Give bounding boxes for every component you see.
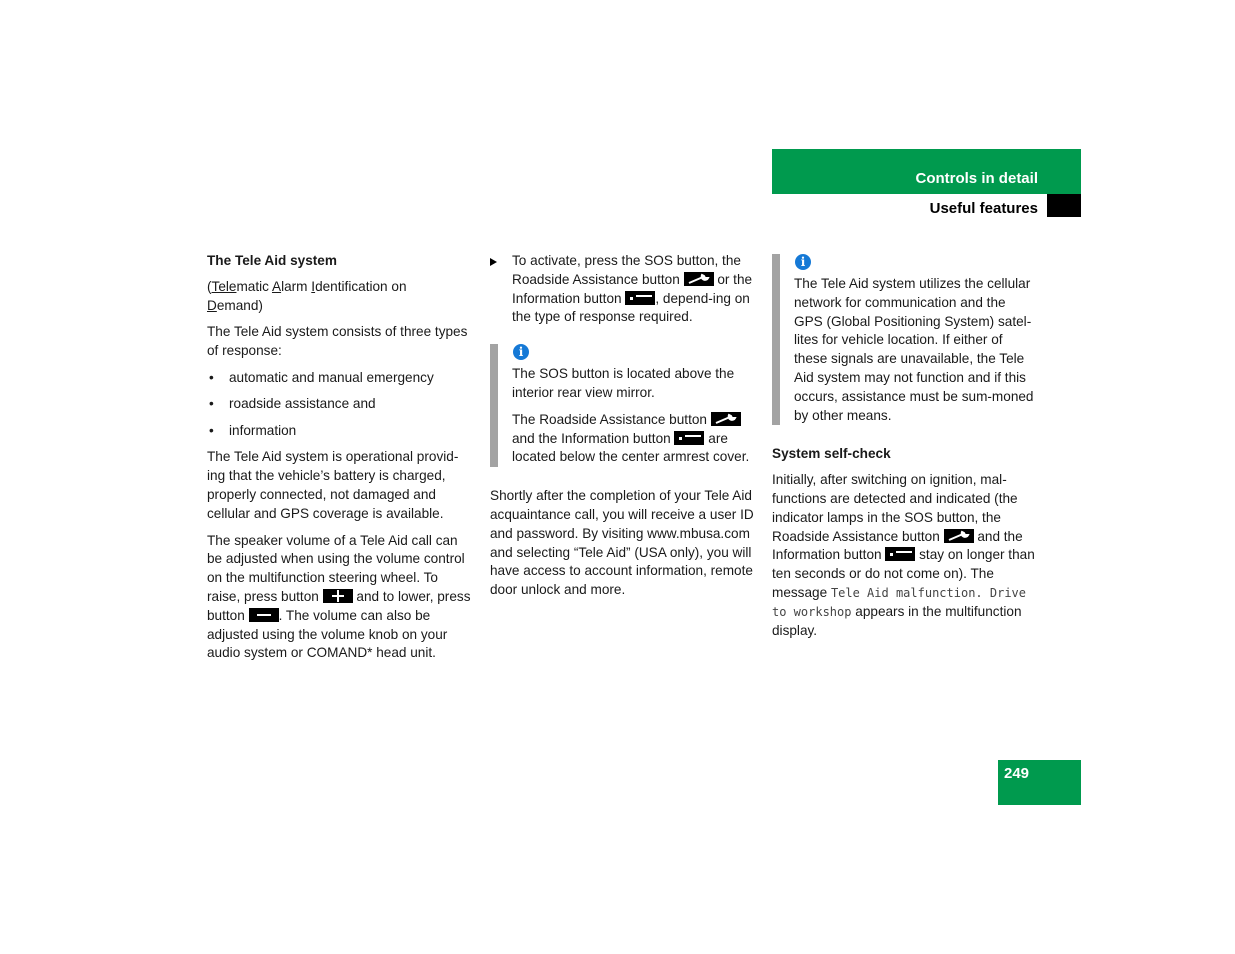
section-title: Controls in detail <box>915 170 1038 187</box>
malfunction-message: Tele Aid malfunction. Drive to workshop <box>772 585 1027 619</box>
volume-paragraph: The speaker volume of a Tele Aid call can be adjusted when using the volume control on the multifunction steering wheel. To raise, press button and to lower, press button . The volume can also be adjusted using the volume knob on your audio system or COMAND* head unit. <box>207 532 471 661</box>
response-intro: The Tele Aid system consists of three types of response: <box>207 324 468 359</box>
plus-button-icon <box>323 589 353 603</box>
information-button-icon <box>674 431 704 445</box>
roadside-assistance-button-icon <box>944 529 974 543</box>
button-location-note <box>490 344 756 467</box>
signal-note-text: The Tele Aid system utilizes the cellular network for communication and the GPS (Global Positioning System) satel-lites for vehicle location. If either of these signals are unavailable, the Tele Aid system may not function and if this occurs, assistance must be sum-moned by other means. <box>794 276 1034 423</box>
tele-aid-heading: The Tele Aid system <box>207 253 337 268</box>
activation-step: To activate, press the SOS button, the Roadside Assistance button or the Information button , depend-ing on the type of response required. <box>490 252 756 327</box>
column-3 <box>772 252 1038 648</box>
self-check-heading: System self-check <box>772 446 891 462</box>
info-icon: i <box>795 254 811 270</box>
information-button-icon <box>625 291 655 305</box>
column-1 <box>207 252 473 671</box>
minus-button-icon <box>249 608 279 622</box>
info-icon: i <box>513 344 529 360</box>
subsection-title: Useful features <box>929 200 1038 217</box>
note-bar <box>772 254 780 425</box>
account-paragraph: Shortly after the completion of your Tele Aid acquaintance call, you will receive a user ID and password. By visiting www.mbusa.com and selecting “Tele Aid” (USA only), you will have access to account information, remote door unlock and more. <box>490 488 754 598</box>
acronym-expansion: (Telematic Alarm Identification on Demand) <box>207 278 407 313</box>
signal-note <box>772 254 1038 425</box>
response-list <box>207 369 473 441</box>
note-bar <box>490 344 498 467</box>
sos-location-text: The SOS button is located above the interior rear view mirror. <box>512 366 735 400</box>
operational-paragraph: The Tele Aid system is operational provid-ing that the vehicle’s battery is charged, properly connected, not damaged and cellular and GPS coverage is available. <box>207 449 459 521</box>
page-number-box <box>998 760 1081 805</box>
list-item: • roadside assistance and <box>207 395 473 414</box>
information-button-icon <box>885 547 915 561</box>
header-marker <box>1047 194 1081 217</box>
buttons-location-text: The Roadside Assistance button and the Information button are located below the center armrest cover. <box>512 411 750 465</box>
column-2 <box>490 252 756 608</box>
list-item: • automatic and manual emergency <box>207 369 473 388</box>
roadside-assistance-button-icon <box>684 272 714 286</box>
page-number: 249 <box>1004 765 1030 782</box>
header-green-bar <box>772 149 1081 194</box>
roadside-assistance-button-icon <box>711 412 741 426</box>
self-check-paragraph: Initially, after switching on ignition, mal-functions are detected and indicated (the indicator lamps in the SOS button, the Roadside Assistance button and the Information button stay on longer than ten seconds or do not come on). The message Tele Aid malfunction. Drive to workshop appears in the multifunction display. <box>772 472 1035 638</box>
list-item: • information <box>207 422 473 441</box>
step-arrow-icon <box>490 258 497 266</box>
